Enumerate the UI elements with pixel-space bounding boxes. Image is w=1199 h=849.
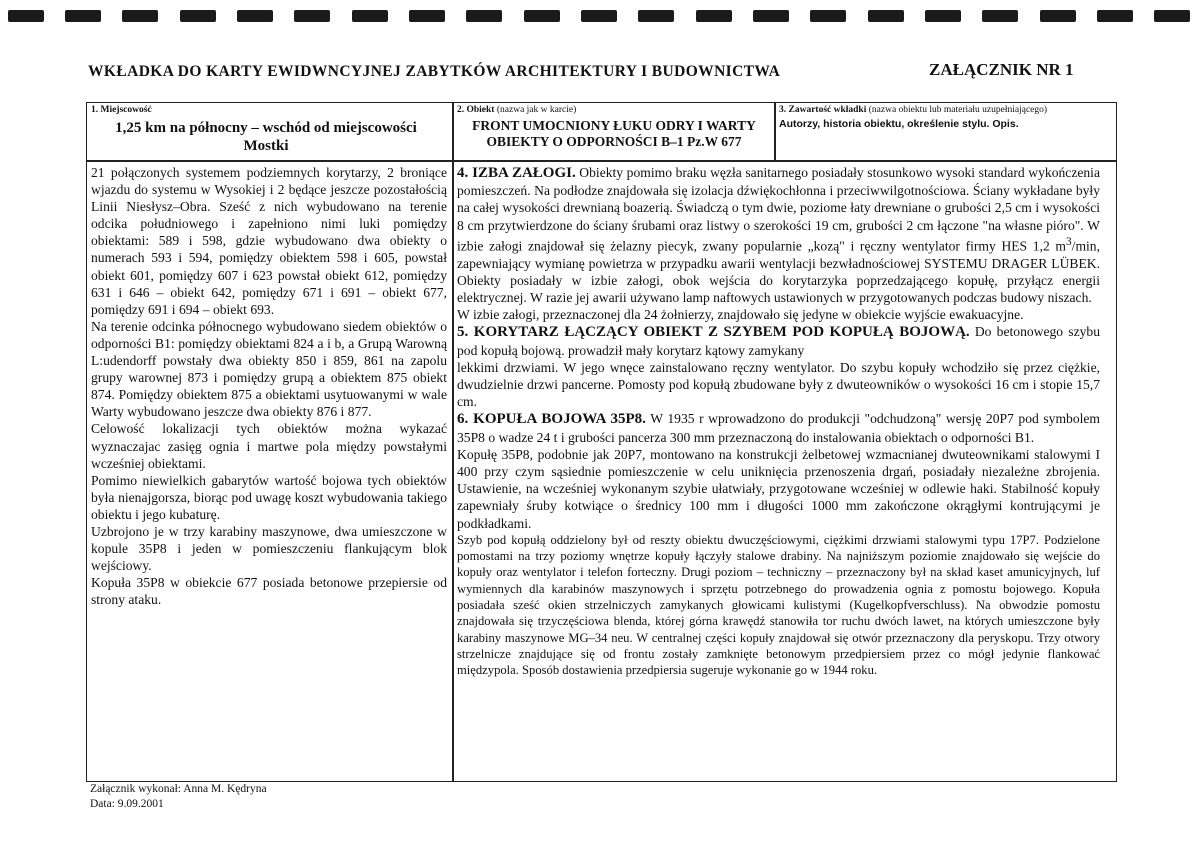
section-heading: 5. KORYTARZ ŁĄCZĄCY OBIEKT Z SZYBEM POD KOPUŁĄ BOJOWĄ. — [457, 324, 970, 341]
header-divider — [86, 160, 1117, 162]
paragraph: Kopułę 35P8, podobnie jak 20P7, montowano na konstrukcji żelbetowej wzmacnianej dwuteownikami stalowymi I 400 przy czym sąsiednie pomieszczenie w celu uniknięcia przenoszenia drgań, posiadały niezależne zbrojenia. Ustawienie, na wcześniej wykonanym szybie ułatwiały, przygotowane wcześniej w odlewie haki. Stabilność kopuły zapewniały śruby kotwiące o średnicy 100 mm i długości 1000 mm zakończone okrągłymi kontrującymi je podkładkami. — [457, 446, 1100, 531]
paragraph: Kopuła 35P8 w obiekcie 677 posiada betonowe przepiersie od strony ataku. — [91, 575, 447, 608]
date-line: Data: 9.09.2001 — [90, 798, 164, 810]
col1-label: 1. Miejscowość — [91, 105, 152, 115]
paragraph: Szyb pod kopułą oddzielony był od reszty obiektu dwuczęściowymi, ciężkimi drzwiami stalowymi typu 17P7. Podzielone pomostami na trzy poziomy wnętrze kopuły łączyły stalowe drabiny. Na najniższym poziomie znajdowało się wejście do kopuły oraz wentylator i telefon forteczny. Drugi poziom – techniczny – przeznaczony był na skład kaset amunicyjnych, luf wymiennych dla karabinów maszynowych i sprzętu potrzebnego do prowadzenia ognia z pomostu bojowego. Kopuła posiadała sześć okien strzelniczych zamykanych głowicami kulistymi (Kugelkopfverschluss). Na obwodzie pomostu znajdowała się trzyczęściowa blenda, której górna krawędź stanowiła tor ruchu dwóch lawet, na których umieszczone były karabiny maszynowe MG–34 neu. W centralnej części kopuły znajdował się otwór przeznaczony dla peryskopu. Trzy otwory strzelnicze znajdujące się od frontu zostały zamknięte betonowym przedpiersiem przez co mógł jedynie flankować międzypola. Sposób dostawienia przedpiersia sugeruje wykonanie go w 1944 roku. — [457, 532, 1100, 678]
section-heading: 6. KOPUŁA BOJOWA 35P8. — [457, 411, 646, 428]
section-corridor: 5. KORYTARZ ŁĄCZĄCY OBIEKT Z SZYBEM POD KOPUŁĄ BOJOWĄ. Do betonowego szybu pod kopułą bojową. prowadził mały korytarz kątowy zamykany — [457, 324, 1101, 358]
annex-number: ZAŁĄCZNIK NR 1 — [929, 60, 1074, 79]
paragraph: W izbie załogi, przeznaczonej dla 24 żołnierzy, znajdowało się jedyne w obiekcie wyjście ewakuacyjne. — [457, 307, 1024, 323]
right-column-text — [457, 164, 1100, 678]
paragraph: Pomimo niewielkich gabarytów wartość bojowa tych obiektów była nienajgorsza, biorąc pod uwagę koszt wybudowania takiego obiektu i jego kubaturę. — [91, 472, 447, 522]
content-value: Autorzy, historia obiektu, określenie stylu. Opis. — [779, 118, 1019, 130]
paragraph: Celowość lokalizacji tych obiektów można wykazać wyznaczajac zasięg ognia i martwe pola między powstałymi wcześniej obiektami. — [91, 421, 447, 471]
author-line: Załącznik wykonał: Anna M. Kędryna — [90, 783, 267, 795]
document-title: WKŁADKA DO KARTY EWIDWNCYJNEJ ZABYTKÓW ARCHITEKTURY I BUDOWNICTWA — [88, 63, 781, 80]
col3-label: 3. Zawartość wkładki (nazwa obiektu lub materiału uzupełniającego) — [779, 105, 1048, 115]
object-value: FRONT UMOCNIONY ŁUKU ODRY I WARTY OBIEKTY O ODPORNOŚCI B–1 Pz.W 677 — [472, 118, 756, 149]
paragraph: Na terenie odcinka północnego wybudowano siedem obiektów o odporności B1: pomiędzy obiektami 824 a i b, a Grupą Warowną L:udendorff powstały dwa obiekty 850 i 859, 861 na zapolu grupy warownej 873 i pomiędzy grupą a obiektem 875 obiekt 874. Pomiędzy obiektem 875 a obiektami usytuowanymi w wale Warty wybudowano jeszcze dwa obiekty 876 i 877. — [91, 318, 447, 420]
paragraph: Uzbrojono je w trzy karabiny maszynowe, dwa umieszczone w kopule 35P8 i jeden w pomieszczeniu flankującym blok wejściowy. — [91, 523, 447, 574]
section-cupola: 6. KOPUŁA BOJOWA 35P8. W 1935 r wprowadzono do produkcji "odchudzoną" wersję 20P7 pod symbolem 35P8 o wadze 24 t i grubości pancerza 300 mm przeznaczoną do instalowania obiektach o odporności B1. — [457, 411, 1100, 445]
paragraph: 21 połączonych systemem podziemnych korytarzy, 2 broniące wjazdu do systemu w Wysokiej i 2 będące jeszcze pozostałością Linii Niesłysz–Obra. Sześć z nich wybudowano na terenie odcika południowego i zapełniono nimi luki pomiędzy obiektami: 589 i 598, gdzie wybudowano dwa obiekty o numerach 593 i 594, pomiędzy obiektem 598 i 605, powstał obiekt 601, pomiędzy 607 i 623 powstał obiekt 612, pomiędzy 631 i 646 – obiekt 642, pomiędzy 671 i 691 – obiekt 677, pomiędzy 691 i 694 – obiekt 693. — [91, 165, 447, 317]
column-divider — [452, 102, 454, 782]
section-crew-room: 4. IZBA ZAŁOGI. Obiekty pomimo braku węzła sanitarnego posiadały stosunkowo wysoki standard wykończenia pomieszczeń. Na podłodze znajdowała się izolacja dźwiękochłonna i przeciwwilgotnościowa. Ściany wykładane były na całej wysokości drewnianą boazerią. Świadczą o tym dwie, poziome łaty drewniane o grubości 2,5 cm i wysokości 8 cm przytwierdzone do ściany śrubami oraz listwy o szerokości 19 cm, grubości 2 cm łączone "na własne pióro". W izbie załogi znajdował się żelazny piecyk, zwany popularnie „kozą" i ręczny wentylator firmy HES 1,2 $m^3/\min$, zapewniający wymianę powietrza w przypadku awarii wentylacji bezwładnościowej SYSTEMU DRAGER LÜBEK. Obiekty posiadały w izbie załogi, obok wejścia do korytarzyka poprzedzającego kopułę, przyłącz energii elektrycznej. W razie jej awarii używano lamp naftowych ustawionych w przygotowanych podczas budowy niszach. — [457, 165, 1100, 305]
left-column-text — [91, 164, 447, 608]
header-column-divider — [774, 102, 776, 160]
section-heading: 4. IZBA ZAŁOGI. — [457, 165, 576, 181]
paragraph: lekkimi drzwiami. W jego wnęce zainstalowano ręczny wentylator. Do szybu kopuły wchodziło się przez ciężkie, dwudzielnie drzwi pancerne. Pomosty pod kopułą zbudowane były z dwuteowników o wysokości 16 cm i stopie 15,7 cm. — [457, 359, 1100, 410]
perforation-strip — [0, 10, 1199, 24]
col2-label: 2. Obiekt (nazwa jak w karcie) — [457, 105, 577, 115]
location-value: 1,25 km na północny – wschód od miejscowości Mostki — [115, 120, 417, 154]
